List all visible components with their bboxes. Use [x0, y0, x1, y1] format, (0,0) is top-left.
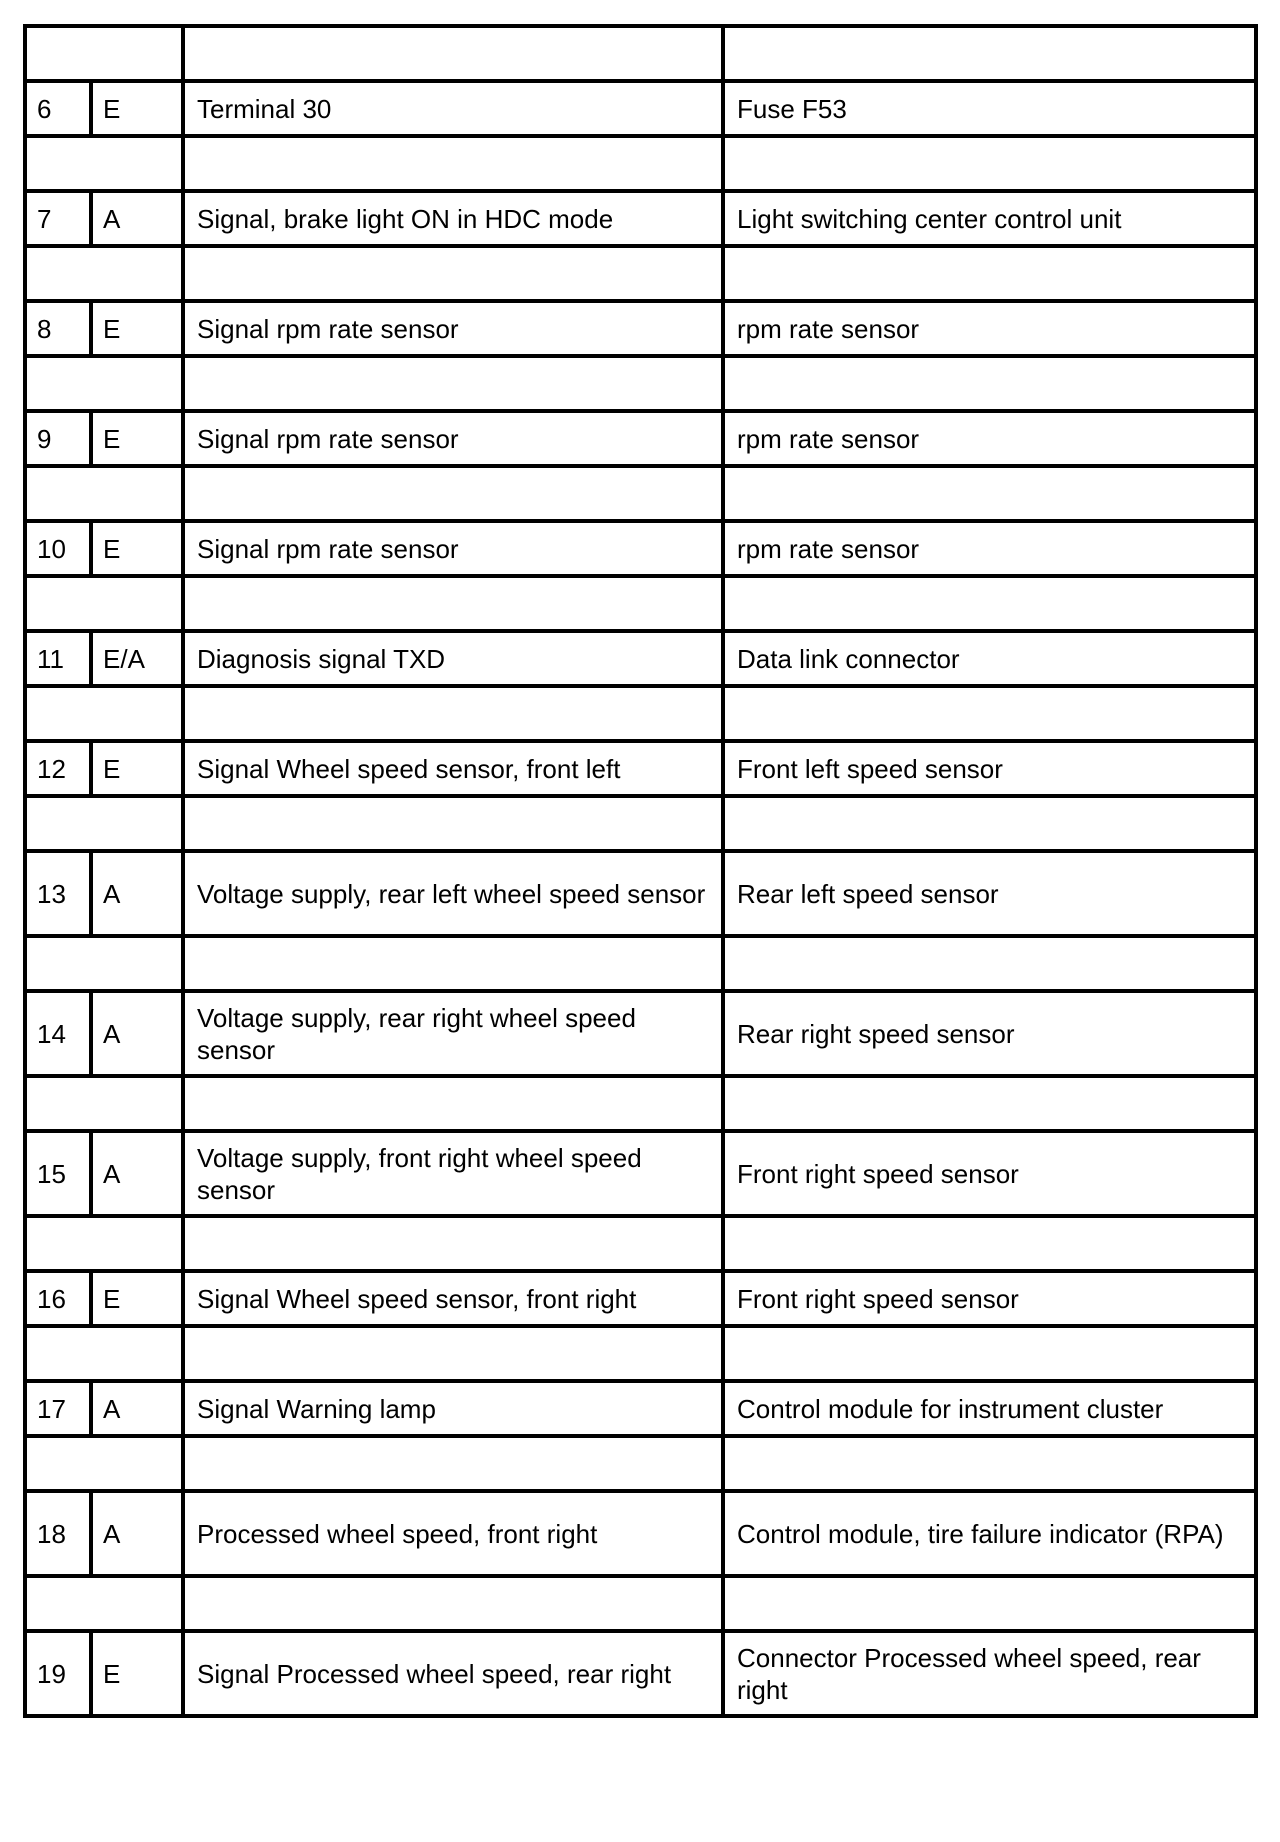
- empty-cell: [25, 936, 183, 991]
- spacer-row: [25, 1326, 1256, 1381]
- empty-cell: [723, 1576, 1256, 1631]
- signal-description-cell: Diagnosis signal TXD: [183, 631, 723, 686]
- pin-number-cell: 9: [25, 411, 91, 466]
- connection-cell: Rear left speed sensor: [723, 851, 1256, 936]
- spacer-row: [25, 466, 1256, 521]
- empty-cell: [25, 26, 183, 81]
- spacer-row: [25, 246, 1256, 301]
- pin-number-cell: 12: [25, 741, 91, 796]
- empty-cell: [723, 1076, 1256, 1131]
- empty-cell: [183, 26, 723, 81]
- pin-table-body: [25, 26, 1256, 1716]
- pin-number-cell: 16: [25, 1271, 91, 1326]
- connection-cell: Front right speed sensor: [723, 1131, 1256, 1216]
- signal-description-cell: Signal Processed wheel speed, rear right: [183, 1631, 723, 1716]
- spacer-row: [25, 576, 1256, 631]
- pin-number-cell: 14: [25, 991, 91, 1076]
- empty-cell: [25, 1326, 183, 1381]
- io-type-cell: E: [91, 741, 183, 796]
- connection-cell: Front left speed sensor: [723, 741, 1256, 796]
- signal-description-cell: Terminal 30: [183, 81, 723, 136]
- signal-description-cell: Signal Wheel speed sensor, front left: [183, 741, 723, 796]
- empty-cell: [183, 686, 723, 741]
- signal-description-cell: Signal Wheel speed sensor, front right: [183, 1271, 723, 1326]
- connection-cell: Rear right speed sensor: [723, 991, 1256, 1076]
- empty-cell: [183, 1216, 723, 1271]
- empty-cell: [723, 576, 1256, 631]
- empty-cell: [183, 936, 723, 991]
- empty-cell: [723, 936, 1256, 991]
- spacer-row: [25, 1076, 1256, 1131]
- io-type-cell: A: [91, 191, 183, 246]
- empty-cell: [25, 576, 183, 631]
- empty-cell: [723, 686, 1256, 741]
- connection-cell: Control module, tire failure indicator (RPA): [723, 1491, 1256, 1576]
- spacer-row: [25, 1216, 1256, 1271]
- spacer-row: [25, 26, 1256, 81]
- spacer-row: [25, 936, 1256, 991]
- pin-number-cell: 11: [25, 631, 91, 686]
- pin-number-cell: 6: [25, 81, 91, 136]
- empty-cell: [183, 1576, 723, 1631]
- empty-cell: [183, 1076, 723, 1131]
- table-row: [25, 1491, 1256, 1576]
- pin-number-cell: 15: [25, 1131, 91, 1216]
- empty-cell: [25, 1076, 183, 1131]
- io-type-cell: A: [91, 1381, 183, 1436]
- empty-cell: [25, 1576, 183, 1631]
- pin-number-cell: 7: [25, 191, 91, 246]
- io-type-cell: E: [91, 411, 183, 466]
- empty-cell: [25, 136, 183, 191]
- signal-description-cell: Processed wheel speed, front right: [183, 1491, 723, 1576]
- empty-cell: [25, 246, 183, 301]
- io-type-cell: A: [91, 991, 183, 1076]
- signal-description-cell: Voltage supply, rear left wheel speed sensor: [183, 851, 723, 936]
- signal-description-cell: Signal, brake light ON in HDC mode: [183, 191, 723, 246]
- io-type-cell: E: [91, 301, 183, 356]
- empty-cell: [723, 356, 1256, 411]
- table-row: [25, 851, 1256, 936]
- spacer-row: [25, 1436, 1256, 1491]
- empty-cell: [723, 246, 1256, 301]
- io-type-cell: E/A: [91, 631, 183, 686]
- io-type-cell: E: [91, 81, 183, 136]
- empty-cell: [25, 1436, 183, 1491]
- spacer-row: [25, 136, 1256, 191]
- empty-cell: [25, 466, 183, 521]
- empty-cell: [183, 466, 723, 521]
- table-row: [25, 301, 1256, 356]
- empty-cell: [25, 356, 183, 411]
- table-row: [25, 81, 1256, 136]
- connection-cell: Front right speed sensor: [723, 1271, 1256, 1326]
- signal-description-cell: Voltage supply, rear right wheel speed sensor: [183, 991, 723, 1076]
- connection-cell: rpm rate sensor: [723, 411, 1256, 466]
- pin-number-cell: 13: [25, 851, 91, 936]
- signal-description-cell: Signal Warning lamp: [183, 1381, 723, 1436]
- io-type-cell: A: [91, 1131, 183, 1216]
- pin-number-cell: 17: [25, 1381, 91, 1436]
- table-row: [25, 1631, 1256, 1716]
- table-row: [25, 991, 1256, 1076]
- io-type-cell: E: [91, 521, 183, 576]
- spacer-row: [25, 686, 1256, 741]
- signal-description-cell: Signal rpm rate sensor: [183, 411, 723, 466]
- empty-cell: [183, 796, 723, 851]
- table-row: [25, 741, 1256, 796]
- spacer-row: [25, 796, 1256, 851]
- table-row: [25, 191, 1256, 246]
- pin-number-cell: 18: [25, 1491, 91, 1576]
- signal-description-cell: Signal rpm rate sensor: [183, 521, 723, 576]
- connection-cell: Fuse F53: [723, 81, 1256, 136]
- empty-cell: [183, 576, 723, 631]
- empty-cell: [723, 26, 1256, 81]
- io-type-cell: A: [91, 1491, 183, 1576]
- empty-cell: [183, 136, 723, 191]
- pin-assignment-table: [23, 24, 1258, 1718]
- io-type-cell: E: [91, 1631, 183, 1716]
- empty-cell: [183, 1326, 723, 1381]
- empty-cell: [723, 136, 1256, 191]
- empty-cell: [25, 686, 183, 741]
- connection-cell: Light switching center control unit: [723, 191, 1256, 246]
- empty-cell: [723, 1216, 1256, 1271]
- signal-description-cell: Voltage supply, front right wheel speed sensor: [183, 1131, 723, 1216]
- io-type-cell: E: [91, 1271, 183, 1326]
- empty-cell: [723, 466, 1256, 521]
- table-row: [25, 1271, 1256, 1326]
- empty-cell: [183, 1436, 723, 1491]
- empty-cell: [183, 246, 723, 301]
- table-row: [25, 411, 1256, 466]
- table-row: [25, 631, 1256, 686]
- table-row: [25, 1131, 1256, 1216]
- empty-cell: [25, 796, 183, 851]
- empty-cell: [183, 356, 723, 411]
- spacer-row: [25, 356, 1256, 411]
- empty-cell: [723, 1436, 1256, 1491]
- connection-cell: Control module for instrument cluster: [723, 1381, 1256, 1436]
- empty-cell: [25, 1216, 183, 1271]
- table-row: [25, 521, 1256, 576]
- connection-cell: rpm rate sensor: [723, 521, 1256, 576]
- spacer-row: [25, 1576, 1256, 1631]
- pin-number-cell: 10: [25, 521, 91, 576]
- connection-cell: rpm rate sensor: [723, 301, 1256, 356]
- io-type-cell: A: [91, 851, 183, 936]
- signal-description-cell: Signal rpm rate sensor: [183, 301, 723, 356]
- pin-number-cell: 8: [25, 301, 91, 356]
- empty-cell: [723, 1326, 1256, 1381]
- connection-cell: Data link connector: [723, 631, 1256, 686]
- empty-cell: [723, 796, 1256, 851]
- pin-number-cell: 19: [25, 1631, 91, 1716]
- connection-cell: Connector Processed wheel speed, rear right: [723, 1631, 1256, 1716]
- table-row: [25, 1381, 1256, 1436]
